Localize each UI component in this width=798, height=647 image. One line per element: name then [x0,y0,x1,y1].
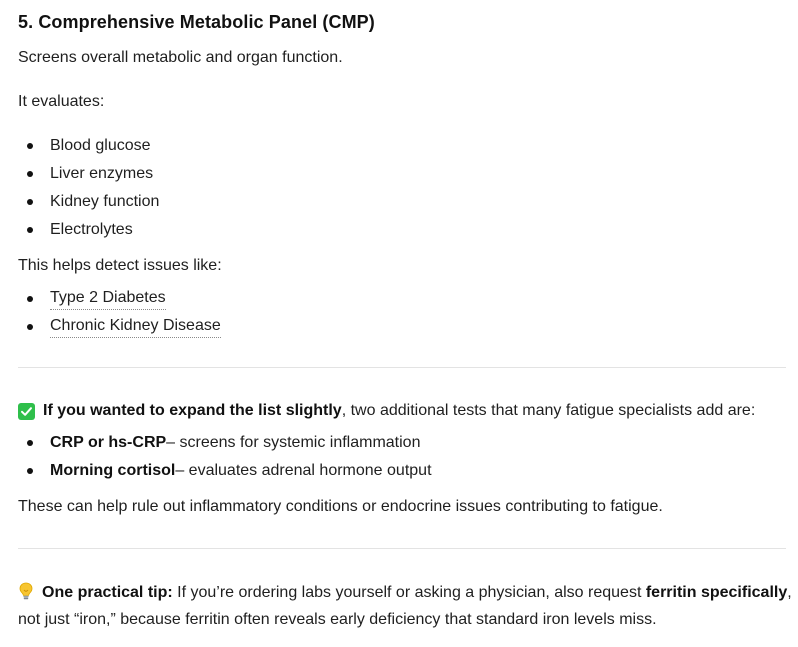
list-item [27,461,432,481]
tip-text-part1: If you’re ordering labs yourself or asking a physician, also request [172,584,646,601]
list-item [27,433,420,453]
list-item [27,220,133,240]
bullet-icon [27,468,33,474]
bullet-icon [27,227,33,233]
condition-link-type2-diabetes[interactable]: Type 2 Diabetes [50,288,166,310]
tip-line-2: not just “iron,” because ferritin often reveals early deficiency that standard iron levels miss. [18,611,657,628]
test-name: Morning cortisol [50,462,176,479]
tip-emphasis: ferritin specifically [645,584,788,601]
list-item-text: Blood glucose [50,137,151,154]
section-divider [18,367,786,368]
light-bulb-icon [18,582,34,600]
list-item [27,164,153,184]
tip-label: One practical tip: [42,584,173,601]
evaluates-intro: It evaluates: [18,93,105,110]
expand-lead-bold: If you wanted to expand the list slightly [43,402,342,419]
detects-intro: This helps detect issues like: [18,257,222,274]
bullet-icon [27,143,33,149]
expand-lead-text: , two additional tests that many fatigue specialists add are: [341,402,756,419]
bullet-icon [27,199,33,205]
condition-link-chronic-kidney-disease[interactable]: Chronic Kidney Disease [50,316,221,338]
list-item-text: Kidney function [50,193,160,210]
test-name: CRP or hs-CRP [50,434,167,451]
list-item [27,136,151,156]
section-summary: Screens overall metabolic and organ function. [18,49,343,66]
check-mark-icon [18,403,35,420]
section-divider [18,548,786,549]
list-item [27,316,221,338]
expand-intro [18,401,755,421]
list-item-text: Electrolytes [50,221,133,238]
expand-closing: These can help rule out inflammatory conditions or endocrine issues contributing to fatigue. [18,498,663,515]
tip-text-part2: , [787,584,792,601]
test-description: – screens for systemic inflammation [166,434,421,451]
bullet-icon [27,296,33,302]
tip-line-1 [18,582,792,603]
bullet-icon [27,324,33,330]
bullet-icon [27,171,33,177]
list-item [27,192,159,212]
section-heading: 5. Comprehensive Metabolic Panel (CMP) [18,12,375,32]
bullet-icon [27,440,33,446]
test-description: – evaluates adrenal hormone output [175,462,432,479]
list-item-text: Liver enzymes [50,165,154,182]
list-item [27,288,166,310]
